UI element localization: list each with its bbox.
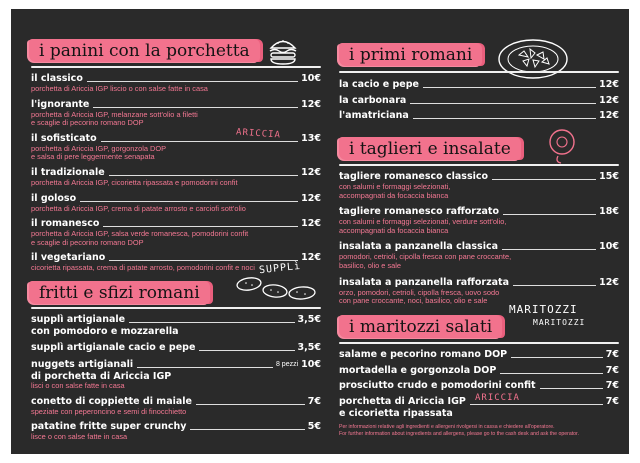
item-name: l'amatriciana — [339, 110, 409, 121]
dotted-leader — [540, 388, 603, 389]
item-price: 12€ — [301, 218, 321, 230]
item-price: 12€ — [599, 79, 619, 90]
item-price: 10€ — [599, 241, 619, 253]
item-price: 12€ — [599, 110, 619, 121]
item-price: 12€ — [599, 276, 619, 288]
item-name: salame e pecorino romano DOP — [339, 349, 508, 360]
section-title-maritozzi: i maritozzi salati — [339, 315, 502, 338]
item-description: porchetta di Ariccia IGP liscio o con salse fatte in casa — [31, 84, 208, 93]
item-price: 12€ — [301, 192, 321, 204]
dotted-leader — [511, 357, 603, 358]
maritozzi-item — [339, 365, 619, 377]
item-description: e salsa di pere leggermente senapata — [31, 152, 155, 162]
item-name: tagliere romanesco classico — [339, 171, 489, 182]
dotted-leader — [410, 103, 596, 104]
item-price: 3,5€ — [297, 314, 321, 325]
item-name: l'ignorante — [31, 98, 90, 110]
item-line — [31, 359, 321, 371]
dotted-leader — [423, 87, 596, 88]
item-description: cicorietta ripassata, crema di patate arrosto, pomodorini confit e noci — [31, 263, 255, 273]
fritti-item — [31, 396, 321, 417]
item-price: 13€ — [301, 132, 321, 144]
item-name: insalata a panzanella rafforzata — [339, 276, 509, 288]
taglieri-item — [339, 206, 619, 235]
dotted-leader — [129, 322, 294, 323]
item-line — [339, 79, 619, 91]
panini-item — [31, 99, 321, 128]
item-quantity: 8 pezzi — [275, 361, 299, 368]
item-name: il vegetariano — [31, 252, 106, 264]
item-name: patatine fritte super crunchy — [31, 421, 187, 433]
dotted-leader — [413, 118, 596, 119]
item-name: mortadella e gorgonzola DOP — [339, 364, 497, 376]
ariccia-doodle-label-2: ARICCIA — [475, 393, 520, 403]
item-price: 10€ — [301, 73, 321, 84]
dotted-leader — [109, 175, 298, 176]
item-name-continued: e cicorietta ripassata — [339, 407, 453, 419]
primi-item — [339, 95, 619, 107]
fritti-item — [31, 359, 321, 391]
dotted-leader — [109, 260, 298, 261]
item-description: lisci o con salse fatte in casa — [31, 381, 125, 390]
rule-primi — [339, 71, 619, 73]
item-name: prosciutto crudo e pomodorini confit — [339, 380, 536, 391]
ariccia-doodle-label-1: ARICCIA — [235, 127, 282, 141]
item-price: 3,5€ — [297, 342, 321, 353]
item-name-continued: con pomodoro e mozzarella — [31, 326, 179, 337]
item-name: supplì artigianale cacio e pepe — [31, 342, 196, 353]
item-description: accompagnati da focaccia bianca — [339, 190, 449, 200]
item-description: accompagnati da focaccia bianca — [339, 225, 449, 235]
rule-panini — [31, 66, 321, 68]
menu-board — [11, 9, 629, 454]
item-price: 7€ — [605, 364, 619, 376]
item-name: la carbonara — [339, 94, 407, 106]
taglieri-item — [339, 171, 619, 200]
item-price: 7€ — [605, 380, 619, 391]
item-name: il sofisticato — [31, 132, 97, 144]
item-line — [339, 349, 619, 361]
item-description: pomodori, cetrioli, cipolla fresca con pane croccante, — [339, 252, 512, 262]
item-name: conetto di coppiette di maiale — [31, 395, 192, 407]
item-price: 18€ — [599, 206, 619, 218]
dotted-leader — [199, 350, 294, 351]
section-title-fritti: fritti e sfizi romani — [29, 281, 210, 304]
dotted-leader — [87, 81, 298, 82]
item-description: con pane croccante, noci, basilico, olio e sale — [339, 296, 488, 306]
cucumber-icon — [545, 125, 581, 165]
dotted-leader — [500, 373, 602, 374]
dotted-leader — [470, 404, 603, 405]
taglieri-item — [339, 277, 619, 306]
fritti-item — [31, 314, 321, 337]
section-title-taglieri: i taglieri e insalate — [339, 137, 521, 160]
allergen-footnote-it: Per informazioni relative agli ingredienti e allergeni rivolgersi in cassa e chiedere all'operatore. — [339, 424, 555, 430]
suppli-icon — [231, 271, 323, 305]
item-description: porchetta di Ariccia IGP, melanzane sott'olio a filetti — [31, 109, 198, 119]
burger-icon — [267, 35, 299, 67]
dotted-leader — [502, 249, 596, 250]
item-line — [31, 314, 321, 326]
item-description: porchetta di Ariccia IGP, salsa verde romanesca, pomodorini confit — [31, 229, 249, 239]
panini-item — [31, 193, 321, 214]
dotted-leader — [101, 141, 299, 142]
maritozzi-item — [339, 380, 619, 392]
item-price: 12€ — [301, 252, 321, 264]
item-name: il tradizionale — [31, 167, 105, 178]
item-name: nuggets artigianali — [31, 359, 134, 370]
item-line — [31, 193, 321, 205]
item-description: speziate con peperoncino e semi di finocchietto — [31, 406, 187, 416]
item-name: insalata a panzanella classica — [339, 241, 498, 253]
item-price: 10€ — [301, 359, 321, 370]
section-title-primi: i primi romani — [339, 43, 482, 66]
dotted-leader — [80, 201, 298, 202]
item-description: porchetta di Ariccia IGP, cicorietta ripassata e pomodorini confit — [31, 178, 238, 187]
item-price: 15€ — [599, 171, 619, 182]
dotted-leader — [196, 404, 305, 405]
dotted-leader — [513, 285, 596, 286]
dotted-leader — [137, 367, 273, 368]
item-description: orzo, pomodori, cetrioli, cipolla fresca, uovo sodo — [339, 287, 500, 297]
rule-taglieri — [339, 164, 619, 166]
panini-item — [31, 218, 321, 247]
allergen-footnote-en: For further information about ingredients and allergens, please go to the cash desk and ask the operator. — [339, 430, 579, 437]
suppli-doodle-label: SUPPLì — [258, 260, 302, 277]
maritozzi-doodle-label-2: MARITOZZI — [533, 318, 586, 327]
item-description: e scaglie di pecorino romano DOP — [31, 118, 144, 128]
dotted-leader — [503, 214, 596, 215]
maritozzi-item — [339, 349, 619, 361]
taglieri-item — [339, 241, 619, 270]
rule-maritozzi — [339, 342, 619, 344]
panini-item — [31, 73, 321, 94]
item-name: il goloso — [31, 192, 77, 204]
item-price: 12€ — [301, 167, 321, 178]
fritti-item — [31, 342, 321, 354]
item-name-continued: di porchetta di Ariccia IGP — [31, 371, 172, 382]
item-description: lisce o con salse fatte in casa — [31, 432, 128, 442]
item-price: 7€ — [605, 395, 619, 407]
dotted-leader — [190, 429, 304, 430]
item-line — [339, 110, 619, 122]
item-line — [339, 95, 619, 107]
primi-item — [339, 79, 619, 91]
item-description: con salumi e formaggi selezionati, — [339, 182, 451, 191]
item-name: il romanesco — [31, 218, 100, 230]
item-price: 7€ — [605, 349, 619, 360]
item-name: il classico — [31, 73, 83, 84]
item-price: 12€ — [301, 98, 321, 110]
dotted-leader — [103, 226, 298, 227]
maritozzi-doodle-label-1: MARITOZZI — [509, 303, 578, 316]
item-description: basilico, olio e sale — [339, 260, 402, 270]
item-name: tagliere romanesco rafforzato — [339, 206, 500, 218]
dotted-leader — [93, 107, 298, 108]
dotted-leader — [492, 179, 596, 180]
pasta-plate-icon — [497, 35, 569, 81]
item-line — [31, 99, 321, 111]
item-description: porchetta di Ariccia IGP, crema di patate arrosto e carciofi sott'olio — [31, 203, 246, 213]
item-line — [339, 365, 619, 377]
item-price: 5€ — [307, 421, 321, 433]
item-price: 7€ — [307, 395, 321, 407]
primi-item — [339, 110, 619, 122]
allergen-footnote — [339, 424, 579, 437]
item-description: porchetta di Ariccia IGP, gorgonzola DOP — [31, 143, 167, 153]
item-line — [339, 277, 619, 289]
rule-fritti — [31, 307, 321, 309]
section-title-panini: i panini con la porchetta — [29, 39, 260, 62]
fritti-item — [31, 421, 321, 442]
panini-item — [31, 167, 321, 188]
item-name: supplì artigianale — [31, 314, 126, 325]
item-line — [31, 396, 321, 408]
item-line — [31, 342, 321, 354]
item-name: porchetta di Ariccia IGP — [339, 395, 466, 407]
item-name: la cacio e pepe — [339, 79, 419, 90]
item-line — [339, 380, 619, 392]
item-price: 12€ — [599, 94, 619, 106]
item-description: con salumi e formaggi selezionati, verdure sott'olio, — [339, 217, 507, 227]
item-description: e scaglie di pecorino romano DOP — [31, 237, 144, 247]
